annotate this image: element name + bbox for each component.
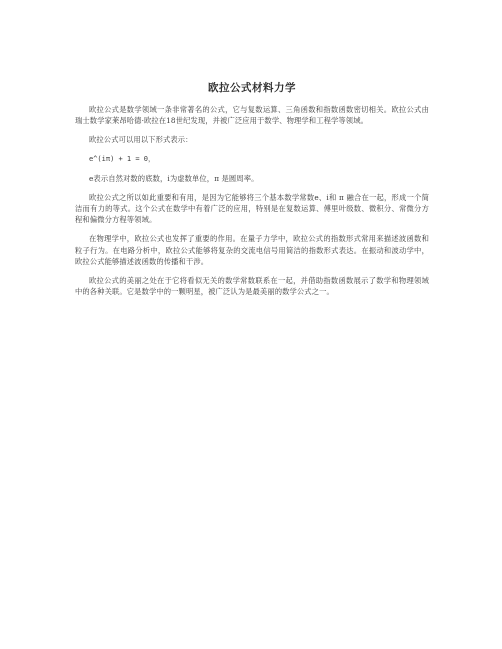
- document-title: 欧拉公式材料力学: [208, 82, 296, 94]
- beauty-paragraph: 欧拉公式的美丽之处在于它将看似无关的数学常数联系在一起，并借助指数函数展示了数学和物理领域中的各种关联。它是数学中的一颗明星，被广泛认为是最美丽的数学公式之一。: [75, 276, 429, 297]
- symbol-explanation-paragraph: e表示自然对数的底数，i为虚数单位，π 是圆周率。: [89, 173, 259, 183]
- importance-paragraph: 欧拉公式之所以如此重要和有用，是因为它能够将三个基本数学常数e、i和 π 融合在一起，形成一个简洁而有力的等式。这个公式在数学中有着广泛的应用，特别是在复数运算、傅里叶级数、微积分、常微分方程和偏微分方程等领域。: [75, 192, 429, 225]
- document-page: [75, 80, 429, 305]
- intro-paragraph: 欧拉公式是数学领域一条非常著名的公式，它与复数运算、三角函数和指数函数密切相关。欧拉公式由瑞士数学家莱昂哈德·欧拉在18世纪发现，并被广泛应用于数学、物理学和工程学等领域。: [75, 105, 429, 126]
- formula-intro-paragraph: 欧拉公式可以用以下形式表示：: [89, 135, 193, 145]
- physics-paragraph: 在物理学中，欧拉公式也发挥了重要的作用。在量子力学中，欧拉公式的指数形式常用来描述波函数和粒子行为。在电路分析中，欧拉公式能够将复杂的交流电信号用简洁的指数形式表达。在振动和波动学中，欧拉公式能够描述波函数的传播和干涉。: [75, 234, 429, 266]
- euler-formula: e^(iπ) + 1 = 0，: [89, 154, 156, 163]
